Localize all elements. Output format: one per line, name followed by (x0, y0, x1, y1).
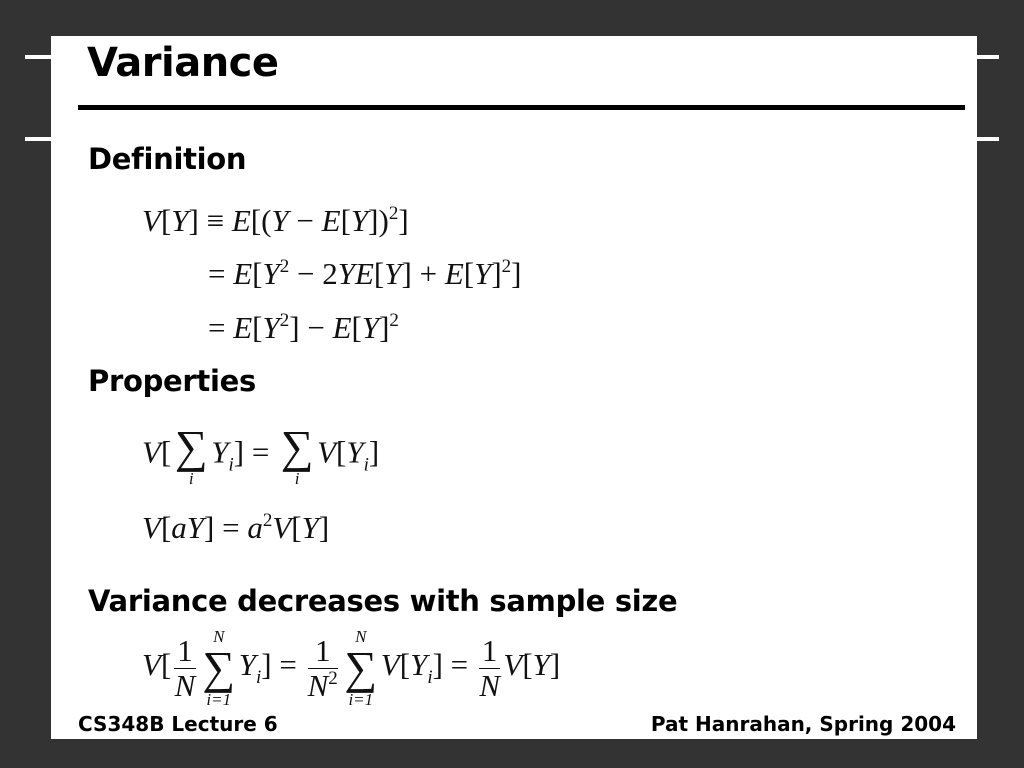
decor-line-left-bottom (25, 137, 51, 141)
decor-line-left-top (25, 55, 51, 59)
equation-sample-size: V[ $\frac{1}{N}$ N ∑ i=1 $Y_i$] = $\frac{1}{N^2}$ N ∑ i=1 $V[Y_i]$ = $\frac{1}{N}$ V[Y] (142, 627, 561, 709)
equation-property-sum: V[ ∑ i $Y_i$] = ∑ i $V[Y_i]$ (142, 421, 380, 488)
slide (51, 36, 977, 739)
equation-definition-1: $V[Y] \equiv E[(Y - E[Y])^2]$ (142, 203, 409, 238)
title-rule (78, 105, 965, 110)
slide-title: Variance (87, 40, 279, 86)
footer-course: CS348B Lecture 6 (78, 712, 278, 736)
heading-sample-size: Variance decreases with sample size (88, 584, 678, 618)
decor-line-right-bottom (977, 137, 999, 141)
footer-author: Pat Hanrahan, Spring 2004 (650, 712, 956, 736)
equation-property-scale: $V[aY] = a^2V[Y]$ (142, 510, 330, 545)
decor-line-right-top (977, 55, 999, 59)
heading-definition: Definition (88, 142, 247, 176)
heading-properties: Properties (88, 364, 256, 398)
equation-definition-3: = $E[Y^2] - E[Y]^2$ (208, 310, 399, 345)
equation-definition-2: = $E[Y^2 - 2YE[Y] + E[Y]^2]$ (208, 256, 522, 291)
